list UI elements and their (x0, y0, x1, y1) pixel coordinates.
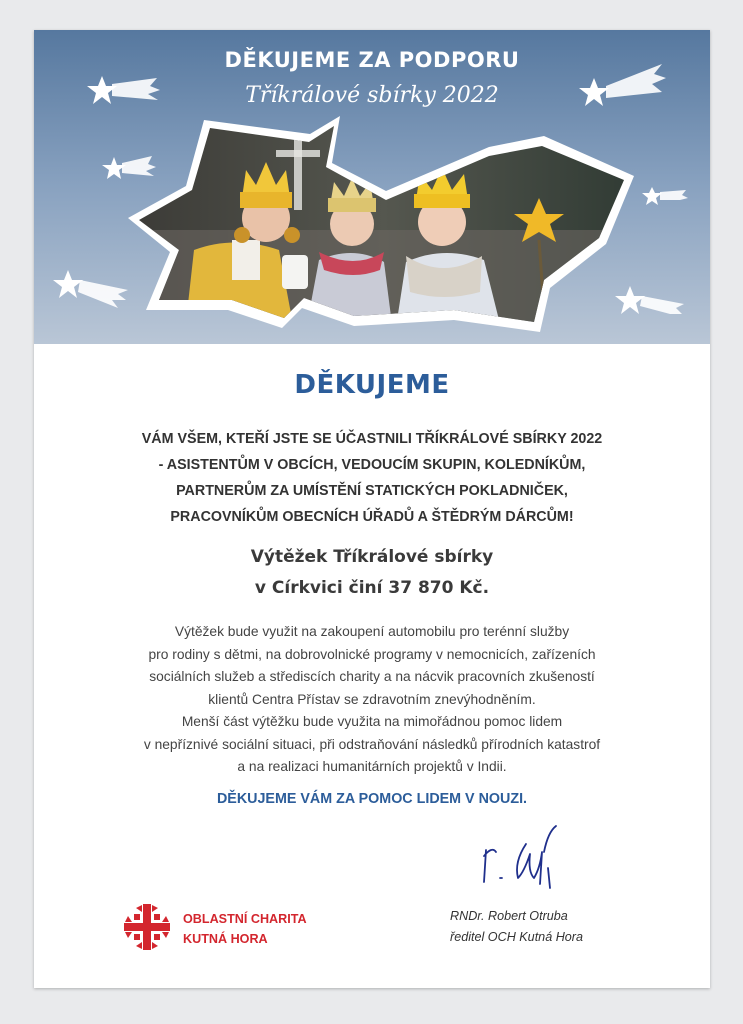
organization-name-line: OBLASTNÍ CHARITA (183, 912, 307, 926)
body-line: Výtěžek bude využit na zakoupení automobilu pro terénní služby (174, 624, 570, 639)
thanks-line: VÁM VŠEM, KTEŘÍ JSTE SE ÚČASTNILI TŘÍKRÁLOVÉ SBÍRKY 2022 (141, 431, 603, 447)
thanks-line: PARTNERŮM ZA UMÍSTĚNÍ STATICKÝCH POKLADNIČEK, (176, 483, 568, 499)
banner-artwork (34, 30, 710, 344)
signer-block (450, 906, 583, 948)
thanks-paragraph (34, 426, 710, 530)
usage-paragraph (34, 621, 710, 779)
thank-you-letter (34, 30, 710, 988)
banner-title: DĚKUJEME ZA PODPORU (224, 48, 520, 72)
body-line: sociálních služeb a střediscích charity a na nácvik pracovních zkušeností (149, 669, 595, 684)
amount-line: v Církvici činí 37 870 Kč. (254, 578, 490, 598)
signer-name: RNDr. Robert Otruba (450, 909, 568, 923)
header-banner (34, 30, 710, 344)
main-heading: DĚKUJEME (294, 370, 450, 400)
collection-amount (34, 542, 710, 604)
body-line: v nepříznivé sociální situaci, při odstraňování následků přírodních katastrof (143, 736, 601, 752)
thanks-line: PRACOVNÍKŮM OBECNÍCH ÚŘADŮ A ŠTĚDRÝM DÁRCŮM! (170, 509, 574, 525)
handwritten-signature (478, 822, 574, 892)
organization-name-line: KUTNÁ HORA (183, 932, 268, 946)
signer-title: ředitel OCH Kutná Hora (450, 930, 583, 944)
thanks-line: - ASISTENTŮM V OBCÍCH, VEDOUCÍM SKUPIN, KOLEDNÍKŮM, (158, 457, 586, 473)
organization-name (183, 909, 307, 949)
amount-line: Výtěžek Tříkrálové sbírky (250, 547, 494, 567)
body-line: klientů Centra Přístav se zdravotním znevýhodněním. (208, 691, 536, 707)
body-line: a na realizaci humanitárních projektů v Indii. (237, 759, 507, 774)
closing-message: DĚKUJEME VÁM ZA POMOC LIDEM V NOUZI. (216, 791, 528, 807)
banner-subtitle: Tříkrálové sbírky 2022 (245, 83, 499, 108)
caritas-cross-icon (122, 902, 172, 952)
body-line: pro rodiny s dětmi, na dobrovolnické programy v nemocnicích, zařízeních (148, 646, 596, 662)
body-line: Menší část výtěžku bude využita na mimořádnou pomoc lidem (181, 714, 563, 729)
